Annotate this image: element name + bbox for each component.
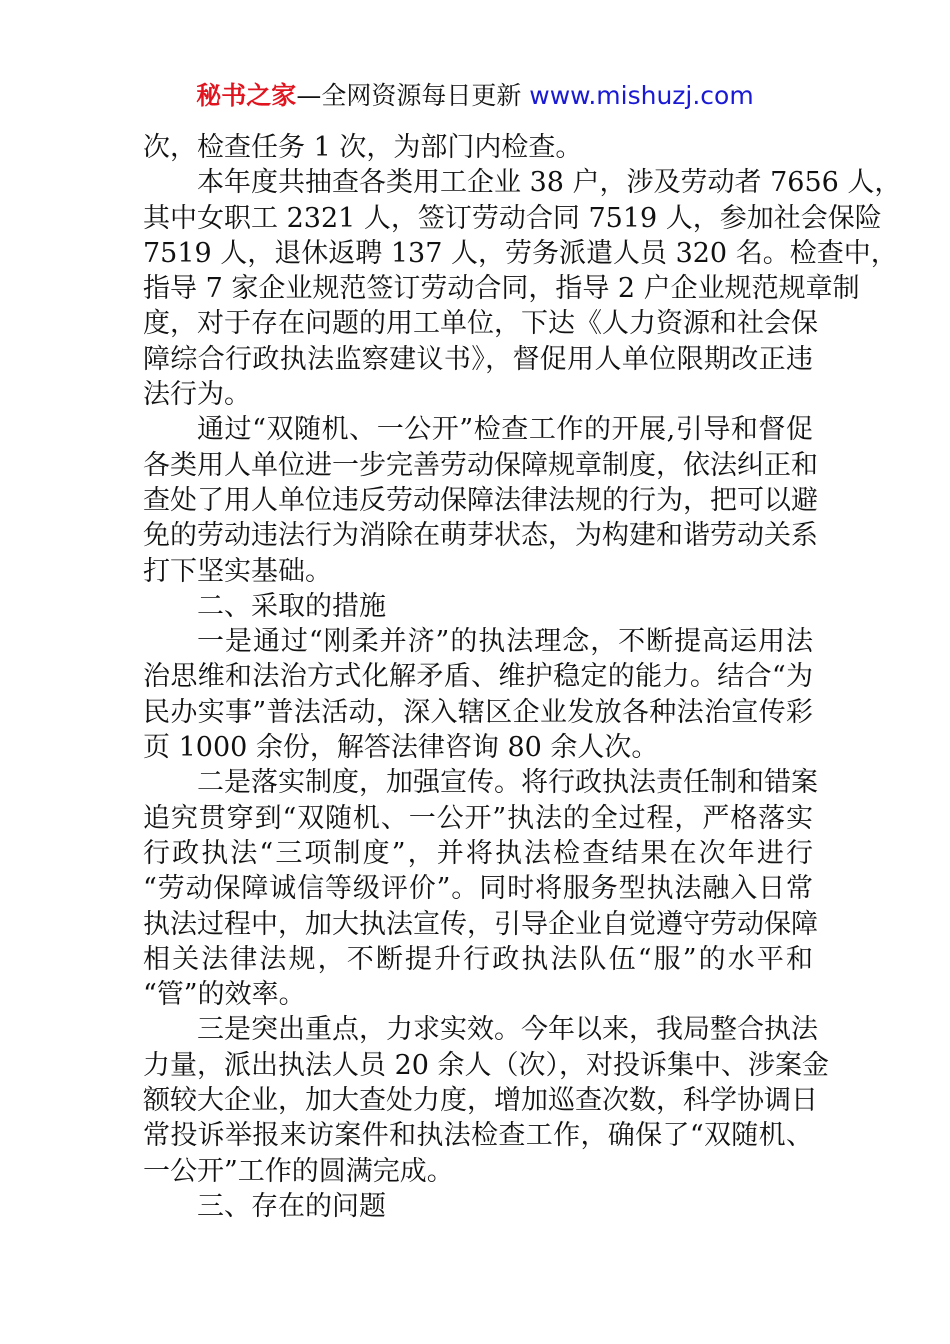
text-line: 各类用人单位进一步完善劳动保障规章制度，依法纠正和 bbox=[143, 449, 818, 481]
text-line: 打下坚实基础。 bbox=[143, 555, 332, 587]
text-line: 行政执法“三项制度”，并将执法检查结果在次年进行 bbox=[143, 837, 813, 869]
document-body bbox=[143, 130, 902, 1224]
header-tagline: —全网资源每日更新 bbox=[296, 81, 522, 110]
text-line: 通过“双随机、一公开”检查工作的开展,引导和督促 bbox=[197, 414, 813, 446]
text-line: 一是通过“刚柔并济”的执法理念，不断提高运用法 bbox=[197, 626, 813, 658]
text-line: 法行为。 bbox=[143, 379, 251, 411]
site-url-link[interactable]: www.mishuzj.com bbox=[529, 81, 754, 110]
section-heading-measures bbox=[143, 589, 813, 624]
text-line: “管”的效率。 bbox=[143, 979, 306, 1011]
text-line: 其中女职工 2321 人，签订劳动合同 7519 人，参加社会保险 bbox=[143, 202, 882, 234]
text-line: 度，对于存在问题的用工单位，下达《人力资源和社会保 bbox=[143, 308, 818, 340]
text-line: 治思维和法治方式化解矛盾、维护稳定的能力。结合“为 bbox=[143, 661, 813, 693]
paragraph-measure-one bbox=[143, 624, 813, 765]
site-header bbox=[0, 78, 950, 114]
section-heading: 二、采取的措施 bbox=[197, 590, 386, 622]
text-line: 二是落实制度，加强宣传。将行政执法责任制和错案 bbox=[197, 767, 818, 799]
text-line: 执法过程中，加大执法宣传，引导企业自觉遵守劳动保障 bbox=[143, 908, 818, 940]
section-heading-problems bbox=[143, 1189, 813, 1224]
text-line: 力量，派出执法人员 20 余人（次），对投诉集中、涉案金 bbox=[143, 1049, 830, 1081]
text-line: 三是突出重点，力求实效。今年以来，我局整合执法 bbox=[197, 1014, 818, 1046]
text-line: 障综合行政执法监察建议书》，督促用人单位限期改正违 bbox=[143, 343, 813, 375]
paragraph-measure-three bbox=[143, 1012, 830, 1188]
text-line: 指导 7 家企业规范签订劳动合同，指导 2 户企业规范规章制 bbox=[143, 273, 860, 305]
text-line: 本年度共抽查各类用工企业 38 户，涉及劳动者 7656 人， bbox=[197, 167, 902, 199]
paragraph-inspection-summary bbox=[143, 165, 902, 412]
paragraph-effect bbox=[143, 412, 818, 588]
text-line: 免的劳动违法行为消除在萌芽状态，为构建和谐劳动关系 bbox=[143, 520, 818, 552]
text-line: 额较大企业，加大查处力度，增加巡查次数，科学协调日 bbox=[143, 1085, 818, 1117]
text-line: 追究贯穿到“双随机、一公开”执法的全过程，严格落实 bbox=[143, 802, 813, 834]
text-line: 查处了用人单位违反劳动保障法律法规的行为，把可以避 bbox=[143, 484, 818, 516]
text-line: 民办实事”普法活动，深入辖区企业发放各种法治宣传彩 bbox=[143, 696, 813, 728]
paragraph-measure-two bbox=[143, 765, 818, 1012]
text-line: 常投诉举报来访案件和执法检查工作，确保了“双随机、 bbox=[143, 1120, 813, 1152]
text-line: 7519 人，退休返聘 137 人，劳务派遣人员 320 名。检查中， bbox=[143, 237, 898, 269]
text-line: 相关法律法规，不断提升行政执法队伍“服”的水平和 bbox=[143, 943, 813, 975]
paragraph-continuation bbox=[143, 130, 813, 165]
text-line: 一公开”工作的圆满完成。 bbox=[143, 1155, 454, 1187]
text-line: 次，检查任务 1 次，为部门内检查。 bbox=[143, 132, 583, 163]
text-line: “劳动保障诚信等级评价”。同时将服务型执法融入日常 bbox=[143, 873, 813, 905]
brand-name: 秘书之家 bbox=[196, 81, 297, 110]
section-heading: 三、存在的问题 bbox=[197, 1190, 386, 1222]
text-line: 页 1000 余份，解答法律咨询 80 余人次。 bbox=[143, 732, 659, 764]
